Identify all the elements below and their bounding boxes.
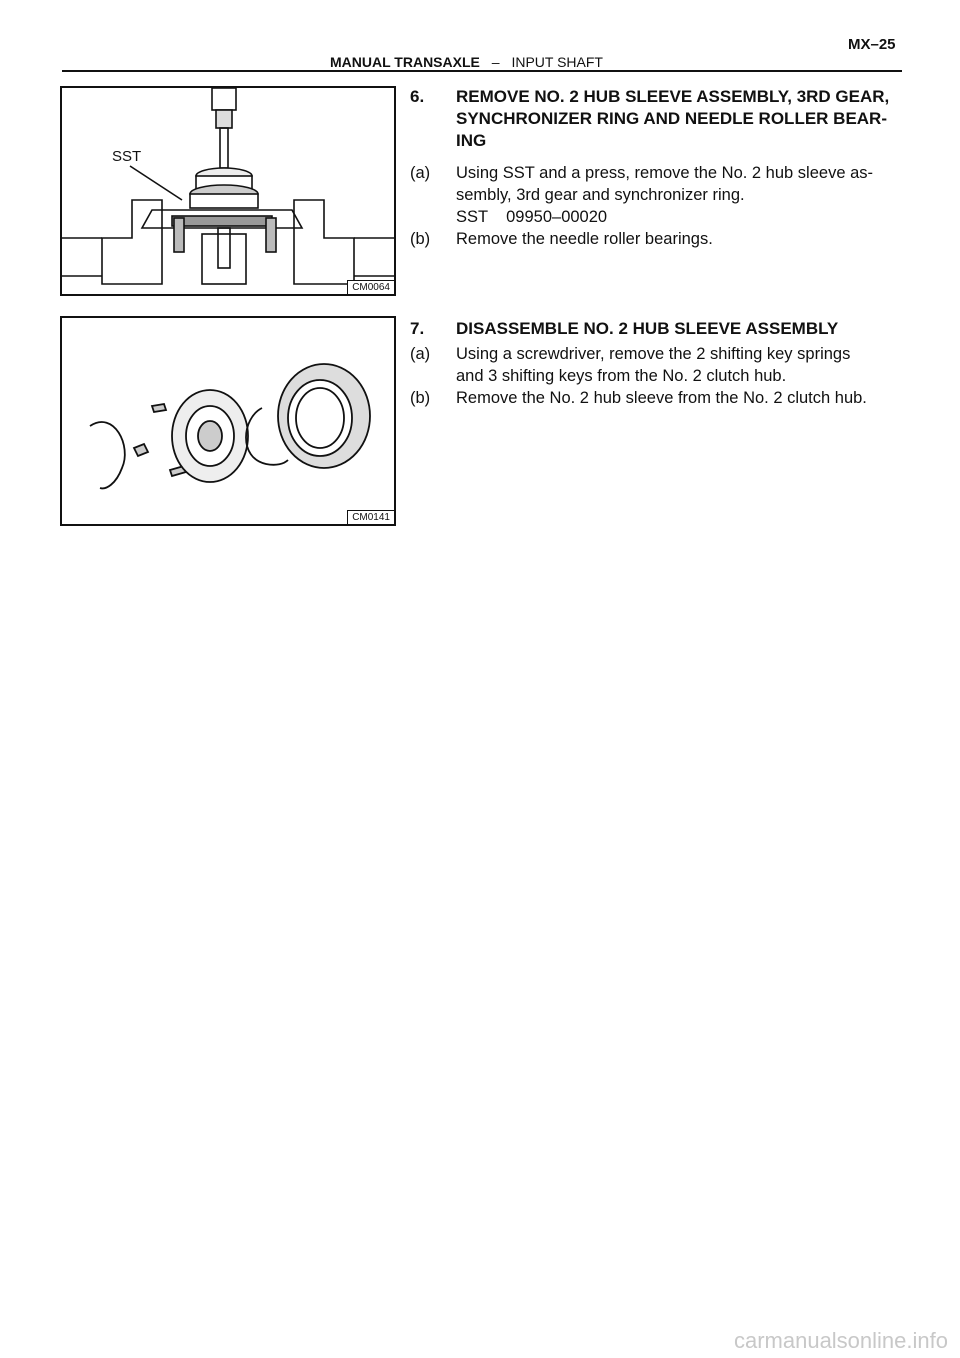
- figure-code: CM0064: [347, 280, 394, 294]
- substep-line: Remove the needle roller bearings.: [456, 230, 713, 248]
- step-title: [456, 318, 916, 340]
- substep-line: SST 09950–00020: [456, 208, 608, 226]
- step-title-line: SYNCHRONIZER RING AND NEEDLE ROLLER BEAR-: [456, 109, 887, 128]
- page-number: MX–25: [848, 36, 896, 53]
- header-rule: [62, 70, 902, 72]
- hub-parts-illustration: [62, 318, 394, 524]
- press-illustration: [62, 88, 394, 294]
- step-title-line: ING: [456, 131, 487, 150]
- figure-hub-parts: [60, 316, 396, 526]
- substep-label: (b): [410, 389, 431, 407]
- substep-label: (a): [410, 164, 431, 182]
- substep-line: sembly, 3rd gear and synchronizer ring.: [456, 186, 745, 204]
- substep-line: and 3 shifting keys from the No. 2 clutch hub.: [456, 367, 787, 385]
- watermark: carmanualsonline.info: [733, 1328, 948, 1353]
- sst-label: SST: [112, 148, 142, 165]
- step-title-line: REMOVE NO. 2 HUB SLEEVE ASSEMBLY, 3RD GEAR,: [456, 87, 890, 106]
- figure-press-setup: [60, 86, 396, 296]
- step-number: 6.: [410, 87, 425, 106]
- step-number: 7.: [410, 319, 425, 338]
- substep-label: (b): [410, 230, 431, 248]
- step-title-line: DISASSEMBLE NO. 2 HUB SLEEVE ASSEMBLY: [456, 319, 839, 338]
- figure-code: CM0141: [347, 510, 394, 524]
- substep-line: Using SST and a press, remove the No. 2 hub sleeve as-: [456, 164, 873, 182]
- subsection-title: INPUT SHAFT: [511, 54, 603, 70]
- substep-line: Using a screwdriver, remove the 2 shifting key springs: [456, 345, 851, 363]
- header-separator: –: [491, 54, 500, 70]
- section-title: MANUAL TRANSAXLE: [330, 54, 480, 70]
- header-title: [330, 54, 603, 70]
- step-title: [456, 86, 916, 152]
- substep-line: Remove the No. 2 hub sleeve from the No. 2 clutch hub.: [456, 389, 867, 407]
- substep-label: (a): [410, 345, 431, 363]
